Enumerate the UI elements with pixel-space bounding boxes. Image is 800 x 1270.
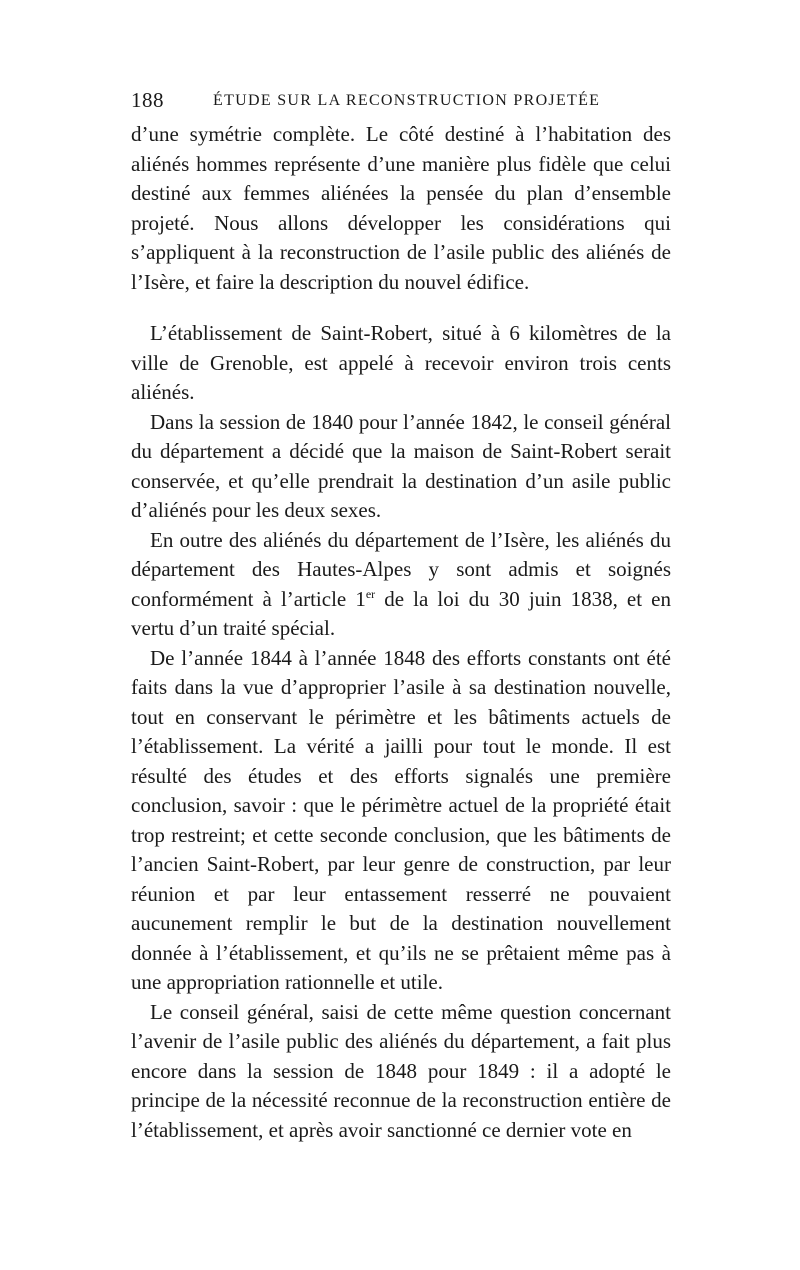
body-text <box>131 120 671 1145</box>
page-number: 188 <box>131 88 164 112</box>
paragraph-continued: d’une symétrie complète. Le côté destiné à l’habitation des aliénés hommes représente d’une manière plus fidèle que celui destiné aux femmes aliénées la pensée du plan d’ensemble projeté. Nous allons développer les considérations qui s’appliquent à la reconstruction de l’asile public des aliénés de l’Isère, et faire la description du nouvel édifice. <box>131 122 671 294</box>
paragraph: De l’année 1844 à l’année 1848 des efforts constants ont été faits dans la vue d’approprier l’asile à sa destination nouvelle, tout en conservant le périmètre et les bâtiments actuels de l’établissement. La vérité a jailli pour tout le monde. Il est résulté des études et des efforts signalés une première conclusion, savoir : que le périmètre actuel de la propriété était trop restreint; et cette seconde conclusion, que les bâtiments de l’ancien Saint-Robert, par leur genre de construction, par leur réunion et par leur entassement resserré ne pouvaient aucunement remplir le but de la destination nouvellement donnée à l’établissement, et qu’ils ne se prêtaient même pas à une appropriation rationnelle et utile. <box>131 645 671 994</box>
paragraph: Dans la session de 1840 pour l’année 1842, le conseil général du département a décidé que la maison de Saint-Robert serait conservée, et qu’elle prendrait la destination d’un asile public d’aliénés pour les deux sexes. <box>131 409 671 522</box>
paragraph <box>131 526 671 644</box>
page-header <box>131 88 671 118</box>
book-page <box>131 88 671 1145</box>
paragraph: L’établissement de Saint-Robert, situé à 6 kilomètres de la ville de Grenoble, est appelé à recevoir environ trois cents aliénés. <box>131 321 671 404</box>
superscript: er <box>365 586 376 601</box>
paragraph-text: de la loi du 30 juin 1838, et en vertu d’un traité spécial. <box>131 586 671 640</box>
running-title: ÉTUDE SUR LA RECONSTRUCTION PROJETÉE <box>213 92 601 109</box>
paragraph: Le conseil général, saisi de cette même question concernant l’avenir de l’asile public des aliénés du département, a fait plus encore dans la session de 1848 pour 1849 : il a adopté le principe de la nécessité reconnue de la reconstruction entière de l’établissement, et après avoir sanctionné ce dernier vote en <box>131 999 671 1142</box>
paragraph-text: En outre des aliénés du département de l’Isère, les aliénés du département des Hautes-Alpes y sont admis et soignés conformément à l’article 1 <box>131 527 671 611</box>
